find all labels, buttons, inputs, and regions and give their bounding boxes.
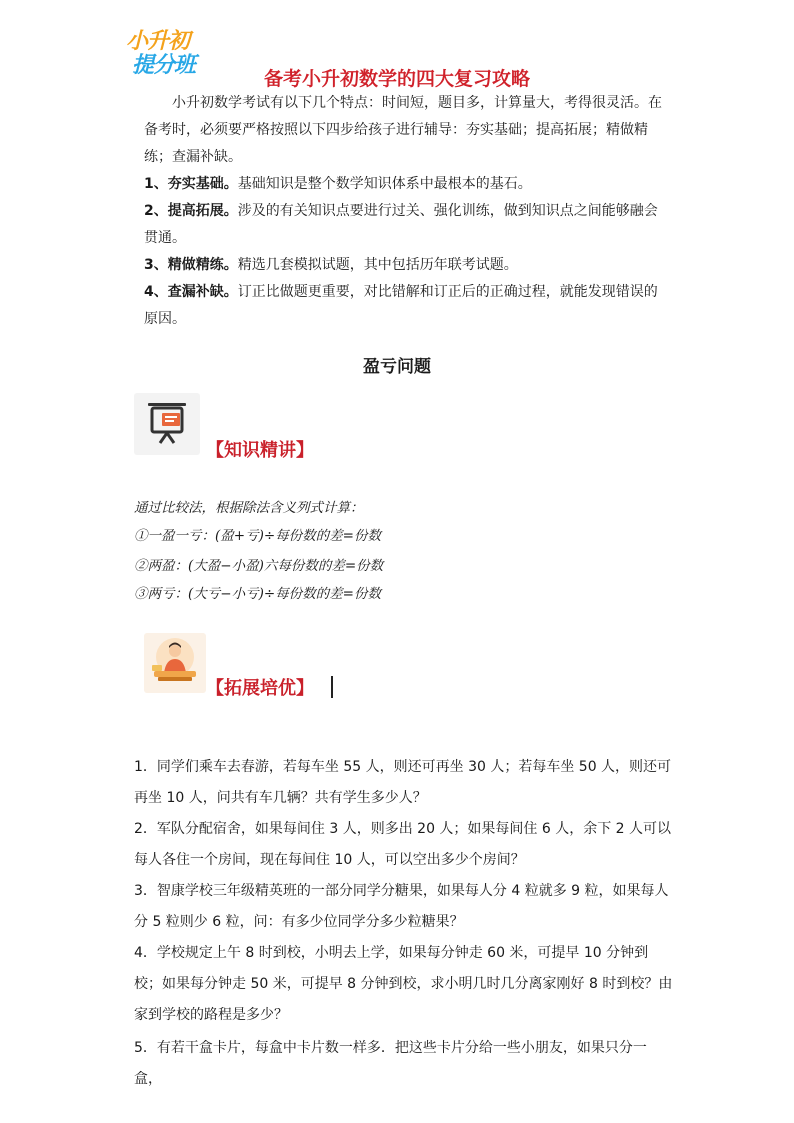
knowledge-tag: 【知识精讲】	[206, 440, 314, 461]
page-title	[0, 64, 794, 91]
point-4-head: 4、查漏补缺。	[144, 284, 238, 300]
point-1-head: 1、夯实基础。	[144, 176, 238, 192]
point-4	[144, 279, 664, 333]
point-3-text: 精选几套模拟试题，其中包括历年联考试题。	[237, 257, 518, 273]
point-4-text: 订正比做题更重要，对比错解和订正后的正确过程，就能发现错误的原因。	[144, 284, 658, 327]
text-cursor	[331, 676, 333, 698]
point-2	[144, 198, 664, 252]
point-3-head: 3、精做精练。	[144, 257, 238, 273]
logo-line1: 小升初	[126, 29, 190, 54]
teacher-icon	[144, 633, 206, 693]
easel-icon	[134, 393, 200, 455]
question-1: 1．同学们乘车去春游，若每车坐 55 人，则还可再坐 30 人；若每车坐 50 人，则还可再坐 10 人，问共有车几辆？共有学生多少人？	[134, 759, 672, 806]
point-3	[144, 252, 664, 279]
formula-intro: 通过比较法，根据除法含义列式计算：	[134, 500, 364, 516]
point-1-text: 基础知识是整个数学知识体系中最根本的基石。	[237, 176, 532, 192]
question-4: 4．学校规定上午 8 时到校，小明去上学，如果每分钟走 60 米，可提早 10 分钟到校；如果每分钟走 50 米，可提早 8 分钟到校，求小明几时几分离家刚好 8 时到校？由家到学校的路程是多少？	[134, 945, 673, 1023]
formula-3: ③两亏：(大亏−小亏)÷每份数的差=份数	[134, 586, 381, 602]
extend-tag: 【拓展培优】	[206, 678, 314, 699]
logo-line2: 提分班	[132, 53, 196, 78]
formula-2: ②两盈：(大盈−小盈)六每份数的差=份数	[134, 558, 384, 574]
point-1	[144, 171, 664, 198]
point-2-text: 涉及的有关知识点要进行过关、强化训练，做到知识点之间能够融会贯通。	[144, 203, 658, 246]
question-5: 5．有若干盒卡片，每盒中卡片数一样多．把这些卡片分给一些小朋友，如果只分一盒，	[134, 1040, 647, 1087]
question-3: 3．智康学校三年级精英班的一部分同学分糖果，如果每人分 4 粒就多 9 粒，如果每人分 5 粒则少 6 粒，问：有多少位同学分多少粒糖果？	[134, 883, 669, 930]
section-title: 盈亏问题	[363, 357, 431, 377]
formula-1: ①一盈一亏：(盈+亏)÷每份数的差=份数	[134, 528, 381, 544]
question-2: 2．军队分配宿舍，如果每间住 3 人，则多出 20 人；如果每间住 6 人，余下 2 人可以每人各住一个房间，现在每间住 10 人，可以空出多少个房间？	[134, 821, 672, 868]
point-2-head: 2、提高拓展。	[144, 203, 238, 219]
intro-paragraph: 小升初数学考试有以下几个特点：时间短，题目多，计算量大，考得很灵活。在备考时，必须要严格按照以下四步给孩子进行辅导：夯实基础；提高拓展；精做精练；查漏补缺。	[144, 95, 662, 165]
page-title-text: 备考小升初数学的四大复习攻略	[263, 68, 530, 90]
